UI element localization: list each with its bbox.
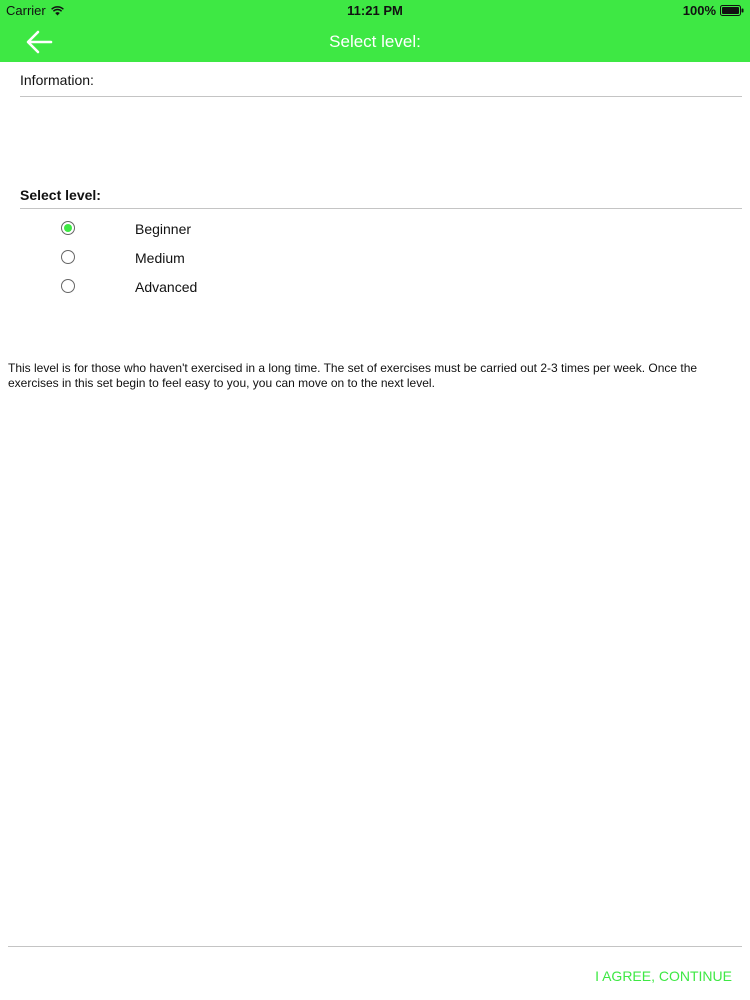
nav-title: Select level:	[329, 32, 421, 51]
level-option-label: Advanced	[135, 279, 198, 295]
select-level-label: Select level:	[20, 187, 101, 203]
radio-medium[interactable]	[61, 250, 75, 264]
status-time: 11:21 PM	[347, 3, 403, 18]
battery-percent: 100%	[682, 3, 716, 18]
radio-beginner[interactable]	[61, 221, 75, 235]
information-label: Information:	[20, 72, 94, 88]
status-bar	[0, 0, 750, 22]
radio-selected-dot	[64, 224, 72, 232]
footer-divider	[8, 946, 742, 947]
battery	[683, 3, 744, 18]
agree-continue-button[interactable]: I AGREE, CONTINUE	[595, 968, 732, 984]
radio-advanced[interactable]	[61, 279, 75, 293]
level-description: This level is for those who haven't exercised in a long time. The set of exercises must be carried out 2-3 times per week. Once the exercises in this set begin to feel easy to you, you can move on to the next level.	[8, 361, 698, 390]
level-option-advanced[interactable]	[0, 273, 400, 301]
carrier-label: Carrier	[6, 3, 46, 18]
select-level-divider	[20, 208, 742, 209]
information-divider	[20, 96, 742, 97]
level-option-label: Medium	[135, 250, 185, 266]
battery-icon	[720, 5, 744, 16]
navigation-bar	[0, 22, 750, 62]
level-option-beginner[interactable]	[0, 215, 400, 243]
level-option-label: Beginner	[135, 221, 192, 237]
level-option-medium[interactable]	[0, 244, 400, 272]
